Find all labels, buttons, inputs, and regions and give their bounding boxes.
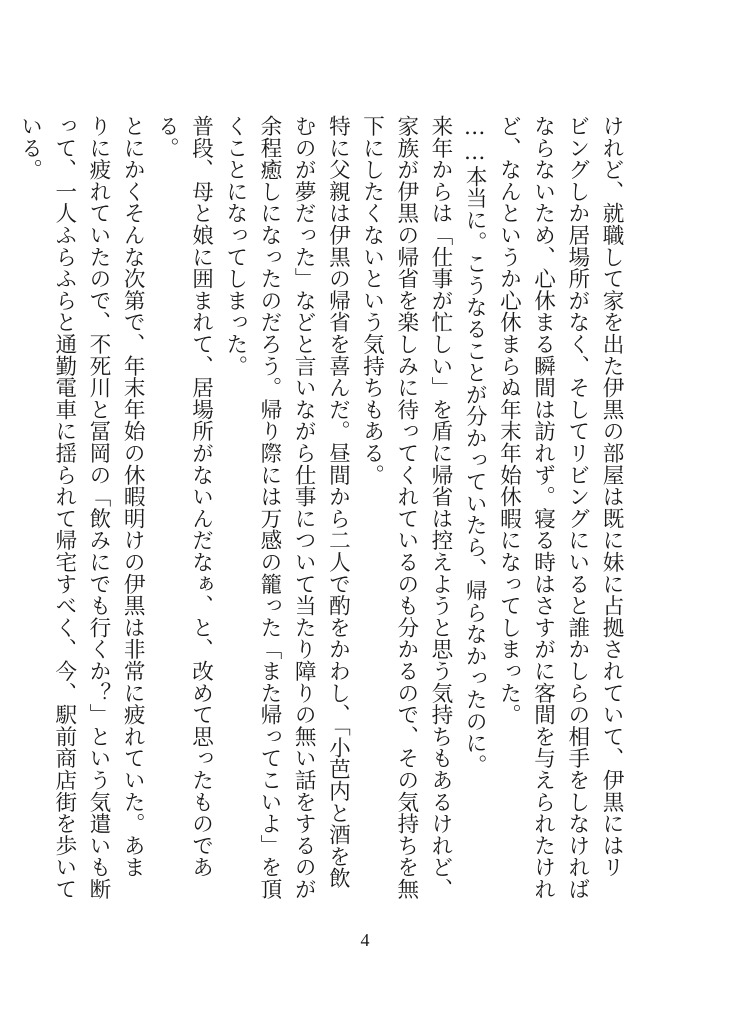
- text-line: 余程癒しになったのだろう。帰り際には万感の籠った「また帰ってこいよ」を頂: [256, 115, 282, 900]
- text-line: 普段、母と娘に囲まれて、居場所がないんだなぁ、と、改めて思ったものであ: [188, 115, 214, 878]
- text-line: くことになってしまった。: [222, 115, 248, 377]
- text-line: って、一人ふらふらと通勤電車に揺られて帰宅すべく、今、駅前商店街を歩いて: [51, 115, 77, 900]
- text-line: とにかくそんな次第で、年末年始の休暇明けの伊黒は非常に疲れていた。あま: [120, 115, 146, 878]
- page-number: 4: [360, 930, 370, 950]
- text-line: 家族が伊黒の帰省を楽しみに待ってくれているのも分かるので、その気持ちを無: [393, 115, 419, 900]
- text-line: りに疲れていたので、不死川と冨岡の「飲みにでも行くか？」という気遣いも断: [85, 115, 111, 900]
- text-line: 来年からは「仕事が忙しい」を盾に帰省は控えようと思う気持ちもあるけれど、: [427, 115, 453, 900]
- text-line: 特に父親は伊黒の帰省を喜んだ。昼間から二人で酌をかわし、「小芭内と酒を飲: [325, 115, 351, 889]
- text-line: 下にしたくないという気持ちもある。: [359, 115, 385, 486]
- text-line: る。: [154, 115, 180, 159]
- text-line: いる。: [17, 115, 43, 181]
- text-line: けれど、就職して家を出た伊黒の部屋は既に妹に占拠されていて、伊黒にはリ: [599, 115, 624, 878]
- vertical-text-body: [17, 115, 628, 905]
- text-line: ビングしか居場所がなく、そしてリビングにいると誰かしらの相手をしなければ: [564, 115, 590, 900]
- text-line: ならないため、心休まる瞬間は訪れず。寝る時はさすがに客間を与えられたけれ: [530, 115, 556, 900]
- text-line: ど、なんというか心休まらぬ年末年始休暇になってしまった。: [496, 115, 522, 726]
- text-line: むのが夢だった」などと言いながら仕事について当たり障りの無い話をするのが: [291, 115, 317, 900]
- text-line: ……本当に。こうなることが分かっていたら、帰らなかったのに。: [462, 115, 488, 776]
